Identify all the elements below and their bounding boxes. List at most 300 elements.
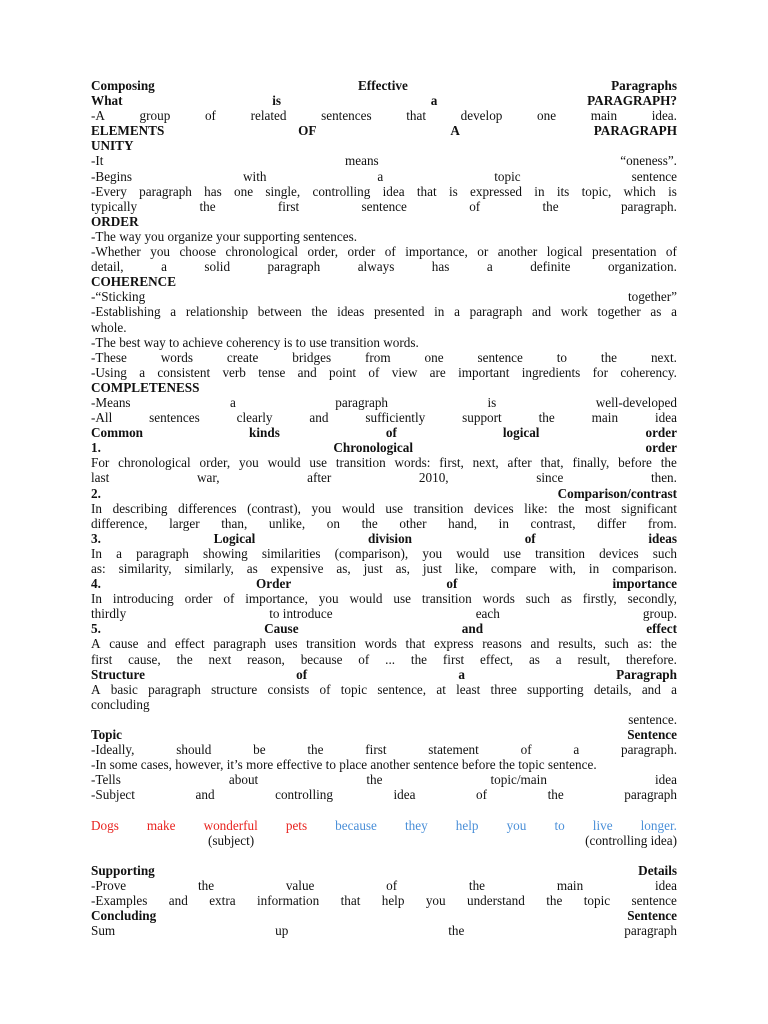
word: -Using bbox=[91, 364, 127, 380]
word: importance, bbox=[405, 244, 468, 260]
word: idea bbox=[654, 877, 677, 893]
text-line bbox=[91, 184, 677, 199]
word: for bbox=[592, 364, 608, 380]
word: consistent bbox=[157, 364, 211, 380]
word: the bbox=[361, 515, 378, 531]
word: topic/main bbox=[490, 772, 547, 788]
text-line bbox=[91, 153, 677, 168]
word: effect bbox=[646, 621, 677, 637]
word: important bbox=[458, 364, 510, 380]
word: develop bbox=[460, 108, 503, 124]
word: paragraph bbox=[139, 183, 192, 199]
word: sentence bbox=[631, 893, 677, 909]
word: first bbox=[91, 651, 113, 667]
heading-line bbox=[91, 576, 677, 591]
word: Sentence bbox=[627, 908, 677, 924]
word: order bbox=[645, 425, 677, 441]
word: such bbox=[525, 591, 550, 607]
word: the bbox=[660, 636, 677, 652]
word: controlling bbox=[275, 787, 333, 803]
word: first, bbox=[439, 455, 464, 471]
word: transition bbox=[421, 591, 472, 607]
word: next, bbox=[472, 455, 499, 471]
word: after bbox=[307, 470, 332, 486]
word: ORDER bbox=[91, 213, 139, 229]
word: -“Sticking bbox=[91, 289, 146, 305]
word: single, bbox=[265, 183, 301, 199]
word: -Tells bbox=[91, 772, 121, 788]
word: the bbox=[547, 787, 564, 803]
word: introducing bbox=[112, 591, 174, 607]
word: least bbox=[456, 681, 481, 697]
word: difference, bbox=[91, 515, 148, 531]
word: paragraph bbox=[469, 304, 523, 320]
word: the bbox=[542, 198, 559, 214]
word: that bbox=[406, 108, 427, 124]
word: importance, bbox=[245, 591, 308, 607]
word: (contrast), bbox=[247, 500, 301, 516]
word: and bbox=[195, 787, 215, 803]
word: 5. bbox=[91, 621, 101, 637]
word: -A bbox=[91, 108, 105, 124]
word: extra bbox=[209, 893, 236, 909]
text-line bbox=[91, 395, 677, 410]
word: sentence bbox=[631, 168, 677, 184]
word: is bbox=[272, 93, 282, 109]
word: than, bbox=[221, 515, 248, 531]
word: COMPLETENESS bbox=[91, 379, 200, 395]
word: before bbox=[618, 455, 652, 471]
word: a bbox=[671, 304, 677, 320]
heading-line bbox=[91, 123, 677, 138]
word: differ bbox=[597, 515, 627, 531]
word: use bbox=[503, 545, 521, 561]
word: first bbox=[277, 198, 300, 214]
document-body-continued bbox=[91, 863, 677, 938]
word: between bbox=[257, 304, 302, 320]
word: use bbox=[309, 455, 327, 471]
heading-line bbox=[91, 380, 677, 395]
word: of bbox=[446, 576, 458, 592]
word: solid bbox=[204, 259, 231, 275]
word: contrast, bbox=[530, 515, 576, 531]
word: you bbox=[318, 591, 339, 607]
word: of bbox=[358, 651, 370, 667]
word: first bbox=[442, 651, 465, 667]
word: For bbox=[91, 455, 110, 471]
word: means bbox=[344, 153, 379, 169]
word: of bbox=[223, 591, 235, 607]
word: consists bbox=[267, 681, 310, 697]
word: structure bbox=[211, 681, 258, 697]
word: organization. bbox=[607, 259, 677, 275]
word: order, bbox=[307, 244, 339, 260]
text-line bbox=[91, 893, 677, 908]
word: would bbox=[267, 455, 301, 471]
word: would bbox=[341, 500, 375, 516]
word: Sentence bbox=[627, 727, 677, 743]
word: similarly, bbox=[184, 561, 234, 576]
word: Composing bbox=[91, 78, 155, 93]
word: a bbox=[458, 666, 465, 682]
word: devices bbox=[474, 500, 514, 516]
word: clearly bbox=[236, 410, 273, 426]
word: be bbox=[253, 742, 266, 758]
word: 2010, bbox=[418, 470, 449, 486]
text-line bbox=[91, 772, 677, 787]
word: because bbox=[300, 651, 343, 667]
word: of bbox=[204, 108, 216, 124]
word: one bbox=[537, 108, 557, 124]
word: relationship bbox=[185, 304, 249, 320]
text-line bbox=[91, 787, 677, 802]
word: like, bbox=[454, 561, 478, 576]
blank-line bbox=[91, 848, 677, 863]
word: idea bbox=[382, 183, 405, 199]
word: Order bbox=[256, 576, 292, 592]
word: as bbox=[246, 561, 258, 576]
word: Details bbox=[638, 862, 677, 878]
word: each bbox=[475, 606, 500, 622]
heading-line bbox=[91, 667, 677, 682]
word: sentences bbox=[149, 410, 200, 426]
word: and bbox=[461, 621, 484, 637]
word: similarity, bbox=[118, 561, 172, 576]
word: hand, bbox=[448, 515, 478, 531]
word: Comparison/contrast bbox=[557, 485, 677, 501]
heading-line bbox=[91, 78, 677, 93]
heading-line bbox=[91, 621, 677, 636]
word: paragraph. bbox=[620, 742, 677, 758]
word: PARAGRAPH? bbox=[587, 93, 677, 109]
word: Concluding bbox=[91, 908, 157, 924]
word: together” bbox=[627, 289, 677, 305]
word: main bbox=[556, 877, 584, 893]
word: Sum bbox=[91, 923, 116, 939]
heading-line bbox=[91, 531, 677, 546]
word: idea bbox=[654, 410, 677, 426]
heading-line bbox=[91, 274, 677, 289]
word: thirdly bbox=[91, 606, 127, 622]
word: firstly, bbox=[582, 591, 617, 607]
word: topic bbox=[583, 893, 611, 909]
word: such bbox=[652, 545, 677, 561]
word: larger bbox=[169, 515, 200, 531]
word: OF bbox=[298, 123, 317, 139]
word: whole. bbox=[91, 319, 127, 335]
word: the bbox=[538, 410, 555, 426]
text-line bbox=[91, 682, 677, 697]
word: finally, bbox=[572, 455, 610, 471]
word: information bbox=[256, 893, 320, 909]
word: with, bbox=[549, 561, 576, 576]
word: should bbox=[176, 742, 212, 758]
word: most bbox=[584, 500, 611, 516]
word: first bbox=[365, 742, 387, 758]
word: transition bbox=[413, 500, 464, 516]
heading-line bbox=[91, 138, 677, 153]
word: a bbox=[486, 259, 493, 275]
word: effect, bbox=[480, 651, 514, 667]
text-line bbox=[91, 169, 677, 184]
word: has bbox=[431, 259, 450, 275]
word: Paragraph bbox=[616, 666, 677, 682]
word: the bbox=[197, 877, 215, 893]
word: ingredients bbox=[521, 364, 581, 380]
word: you bbox=[422, 545, 443, 561]
word: you bbox=[311, 500, 332, 516]
example-labels bbox=[91, 833, 677, 848]
word: as bbox=[528, 651, 540, 667]
word: -Begins bbox=[91, 168, 133, 184]
word: as bbox=[650, 304, 662, 320]
word: three bbox=[490, 681, 517, 697]
heading-line bbox=[91, 727, 677, 742]
heading-line bbox=[91, 214, 677, 229]
word: order, bbox=[199, 455, 231, 471]
word: next. bbox=[650, 349, 677, 365]
word: war, bbox=[196, 470, 220, 486]
word: cause bbox=[109, 636, 139, 652]
word: concluding bbox=[91, 696, 150, 712]
word: topic bbox=[340, 681, 368, 697]
word: use bbox=[393, 591, 411, 607]
heading-line bbox=[91, 93, 677, 108]
word: of bbox=[368, 364, 380, 380]
subject-word: pets bbox=[285, 817, 308, 833]
word: idea bbox=[393, 787, 416, 803]
word: therefore. bbox=[625, 651, 677, 667]
word: understand bbox=[466, 893, 525, 909]
heading-line bbox=[91, 425, 677, 440]
word: What bbox=[91, 93, 123, 109]
word: ... bbox=[385, 651, 396, 667]
text-line bbox=[91, 878, 677, 893]
word: of bbox=[476, 787, 488, 803]
blank-line bbox=[91, 803, 677, 818]
word: a bbox=[139, 364, 146, 380]
text-line bbox=[91, 606, 677, 621]
word: a bbox=[161, 259, 167, 275]
word: similarities bbox=[261, 545, 321, 561]
word: controlling bbox=[312, 183, 371, 199]
word: would bbox=[456, 545, 490, 561]
word: the bbox=[468, 877, 486, 893]
word: together bbox=[597, 304, 641, 320]
word: In bbox=[91, 500, 102, 516]
word: the bbox=[410, 651, 428, 667]
word: -Establishing bbox=[91, 304, 161, 320]
word: a bbox=[555, 651, 562, 667]
word: on bbox=[326, 515, 340, 531]
word: -In some cases, however, it’s more effective to place another sentence before the topic sentence. bbox=[91, 757, 597, 773]
word: of bbox=[386, 877, 398, 893]
word: a bbox=[116, 545, 122, 561]
text-line bbox=[91, 636, 677, 651]
word: detail, bbox=[91, 259, 124, 275]
word: sentence bbox=[477, 349, 523, 365]
word: paragraph bbox=[148, 681, 201, 697]
word: devices bbox=[599, 545, 639, 561]
controlling-idea-word: you bbox=[506, 817, 527, 833]
word: is bbox=[668, 183, 677, 199]
text-line bbox=[91, 304, 677, 319]
word: unlike, bbox=[268, 515, 306, 531]
word: a bbox=[671, 681, 677, 697]
word: from bbox=[365, 349, 391, 365]
word: Logical bbox=[213, 530, 256, 546]
word: and bbox=[641, 681, 661, 697]
text-line bbox=[91, 516, 677, 531]
word: transition bbox=[306, 636, 356, 652]
word: view bbox=[391, 364, 418, 380]
word: of bbox=[384, 244, 396, 260]
word: as bbox=[560, 591, 572, 607]
word: the bbox=[558, 500, 575, 516]
word: its bbox=[556, 183, 570, 199]
word: -Whether bbox=[91, 244, 141, 260]
text-line bbox=[91, 108, 677, 123]
word: Topic bbox=[91, 727, 123, 743]
text-line bbox=[91, 229, 677, 244]
controlling-idea-word: because bbox=[335, 817, 377, 833]
heading-line bbox=[91, 440, 677, 455]
controlling-idea-word: longer. bbox=[640, 817, 677, 833]
word: is bbox=[487, 394, 497, 410]
word: group. bbox=[642, 606, 677, 622]
word: chronological bbox=[118, 455, 191, 471]
word: as, bbox=[395, 561, 410, 576]
word: at bbox=[436, 681, 446, 697]
word: basic bbox=[110, 681, 138, 697]
word: 3. bbox=[91, 530, 101, 546]
word: or bbox=[477, 244, 489, 260]
word: work bbox=[560, 304, 588, 320]
word: ideas bbox=[648, 530, 677, 546]
word: presentation bbox=[592, 244, 657, 260]
word: a bbox=[230, 394, 236, 410]
word: -Prove bbox=[91, 877, 127, 893]
controlling-idea-word: they bbox=[404, 817, 428, 833]
word: paragraph. bbox=[620, 198, 677, 214]
word: ideas bbox=[337, 304, 365, 320]
word: 4. bbox=[91, 576, 101, 592]
word: a bbox=[377, 168, 384, 184]
word: support bbox=[462, 410, 502, 426]
word: in bbox=[534, 183, 545, 199]
text-line bbox=[91, 546, 677, 561]
word: well-developed bbox=[595, 394, 677, 410]
word: another bbox=[497, 244, 538, 260]
document-body bbox=[91, 78, 677, 803]
word: a bbox=[170, 304, 177, 320]
subject-word: Dogs bbox=[91, 817, 119, 833]
subject-word: make bbox=[146, 817, 176, 833]
word: always bbox=[357, 259, 395, 275]
word: uses bbox=[274, 636, 298, 652]
word: bridges bbox=[292, 349, 332, 365]
word: other bbox=[399, 515, 427, 531]
word: PARAGRAPH bbox=[593, 123, 677, 139]
word: reason, bbox=[247, 651, 285, 667]
word: and bbox=[309, 410, 329, 426]
controlling-idea-label: (controlling idea) bbox=[585, 832, 677, 848]
word: choose bbox=[179, 244, 217, 260]
word: “oneness”. bbox=[620, 153, 677, 169]
word: are bbox=[429, 364, 446, 380]
word: the bbox=[311, 304, 328, 320]
controlling-idea-word: to bbox=[554, 817, 565, 833]
word: the bbox=[600, 349, 618, 365]
text-line bbox=[91, 923, 677, 938]
word: expensive bbox=[270, 561, 324, 576]
word: Effective bbox=[358, 78, 408, 93]
word: -Subject bbox=[91, 787, 135, 803]
word: -All bbox=[91, 410, 113, 426]
word: 1. bbox=[91, 440, 101, 456]
text-line bbox=[91, 289, 677, 304]
word: main bbox=[590, 108, 618, 124]
text-line bbox=[91, 757, 677, 772]
word: like: bbox=[524, 500, 548, 516]
word: of bbox=[524, 530, 536, 546]
word: logical bbox=[502, 425, 540, 441]
text-line bbox=[91, 591, 677, 606]
word: compare bbox=[490, 561, 537, 576]
word: COHERENCE bbox=[91, 274, 176, 290]
word: with bbox=[243, 168, 267, 184]
word: results, bbox=[558, 636, 596, 652]
word: effect bbox=[174, 636, 205, 652]
word: use bbox=[385, 500, 404, 516]
text-line bbox=[91, 259, 677, 274]
word: of bbox=[385, 425, 397, 441]
word: typically bbox=[91, 198, 138, 214]
word: then. bbox=[650, 470, 677, 486]
word: of bbox=[319, 681, 331, 697]
word: in bbox=[588, 561, 600, 576]
word: words bbox=[364, 636, 397, 652]
word: from. bbox=[647, 515, 677, 531]
word: cause, bbox=[128, 651, 161, 667]
word: UNITY bbox=[91, 138, 134, 154]
word: idea. bbox=[651, 108, 677, 124]
word: express bbox=[434, 636, 474, 652]
word: sentence bbox=[361, 198, 407, 214]
word: you bbox=[425, 893, 446, 909]
word: -Ideally, bbox=[91, 742, 135, 758]
text-line bbox=[91, 244, 677, 259]
word: (comparison), bbox=[334, 545, 409, 561]
text-line bbox=[91, 712, 677, 727]
word: Paragraphs bbox=[611, 78, 677, 93]
text-line bbox=[91, 335, 677, 350]
word: you bbox=[150, 244, 171, 260]
word: as: bbox=[637, 636, 653, 652]
word: next bbox=[208, 651, 232, 667]
heading-line bbox=[91, 863, 677, 878]
word: topic, bbox=[581, 183, 612, 199]
heading-line bbox=[91, 908, 677, 923]
text-line bbox=[91, 199, 677, 214]
word: words bbox=[160, 349, 194, 365]
word: expressed bbox=[470, 183, 523, 199]
text-line bbox=[91, 501, 677, 516]
word: chronological bbox=[225, 244, 299, 260]
word: after bbox=[507, 455, 532, 471]
word: differences bbox=[178, 500, 237, 516]
word: -The best way to achieve coherency is to use transition words. bbox=[91, 334, 419, 350]
